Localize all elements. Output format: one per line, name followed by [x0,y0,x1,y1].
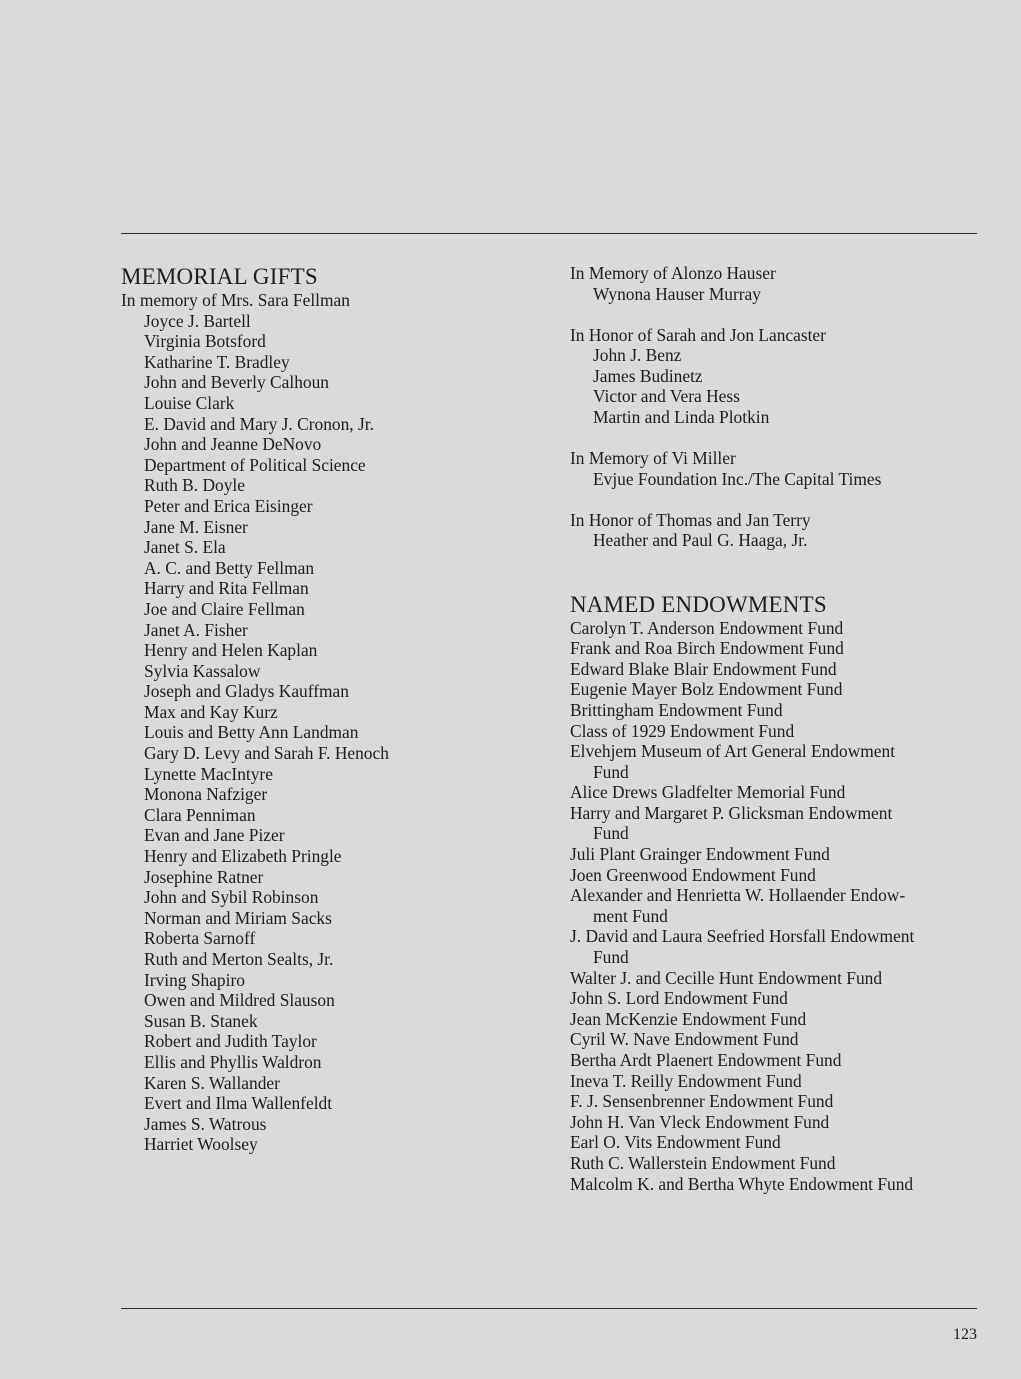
donor-name: Roberta Sarnoff [144,928,256,949]
donor-name: Sylvia Kassalow [144,660,261,681]
right-column [570,263,990,1194]
donor-name: Evert and Ilma Wallenfeldt [144,1093,333,1114]
fund-name-continuation: ment Fund [593,905,668,926]
fund-name: Elvehjem Museum of Art General Endowment [570,741,896,762]
donor-name: Janet S. Ela [144,537,226,558]
donor-name: Henry and Helen Kaplan [144,640,318,661]
donor-name: E. David and Mary J. Cronon, Jr. [144,413,374,434]
section-spacer [570,572,990,591]
donor-name: Josephine Ratner [144,866,264,887]
donor-name: John and Sybil Robinson [144,887,319,908]
fund-name: John H. Van Vleck Endowment Fund [570,1111,830,1132]
tribute-donor: John J. Benz [593,345,682,366]
donor-name: Joseph and Gladys Kauffman [144,681,349,702]
top-rule [121,233,977,234]
donor-name: Susan B. Stanek [144,1010,258,1031]
fund-name: Carolyn T. Anderson Endowment Fund [570,617,844,638]
donor-name: Department of Political Science [144,454,366,475]
tribute-title: In Honor of Thomas and Jan Terry [570,509,811,530]
tribute-title: In Memory of Vi Miller [570,448,736,469]
donor-name: Jane M. Eisner [144,516,248,537]
fund-name: J. David and Laura Seefried Horsfall Endowment [570,926,915,947]
fund-name: F. J. Sensenbrenner Endowment Fund [570,1091,834,1112]
tribute-donor: Martin and Linda Plotkin [593,407,770,428]
fund-name: Earl O. Vits Endowment Fund [570,1132,781,1153]
donor-name: Robert and Judith Taylor [144,1031,317,1052]
donor-name: James S. Watrous [144,1113,267,1134]
fund-name-continuation: Fund [593,947,629,968]
fund-name: Juli Plant Grainger Endowment Fund [570,844,830,865]
donor-name: Monona Nafziger [144,784,268,805]
tribute-title: In Memory of Alonzo Hauser [570,263,776,283]
tribute-block [570,510,990,551]
named-endowments-heading: NAMED ENDOWMENTS [570,591,827,617]
fund-name: Bertha Ardt Plaenert Endowment Fund [570,1050,842,1070]
donor-name: Ellis and Phyllis Waldron [144,1051,322,1072]
fund-name: Frank and Roa Birch Endowment Fund [570,638,844,659]
fund-name: Harry and Margaret P. Glicksman Endowment [570,802,893,823]
tribute-title: In Honor of Sarah and Jon Lancaster [570,324,826,345]
donor-name: Ruth B. Doyle [144,475,245,496]
fund-name: Malcolm K. and Bertha Whyte Endowment Fund [570,1173,914,1194]
fund-name-continuation: Fund [593,823,629,844]
donor-name: Max and Kay Kurz [144,701,278,722]
donor-name: Louis and Betty Ann Landman [144,722,359,743]
donor-name: Harriet Woolsey [144,1134,258,1155]
donor-name: Joe and Claire Fellman [144,598,305,619]
tribute-donor: Wynona Hauser Murray [593,283,761,304]
fund-name: Eugenie Mayer Bolz Endowment Fund [570,679,843,700]
endowment-fund-list [570,618,990,1195]
fund-name: Brittingham Endowment Fund [570,699,783,720]
fund-name: Edward Blake Blair Endowment Fund [570,658,837,679]
tribute-block [570,448,990,489]
donor-name: Karen S. Wallander [144,1072,280,1093]
fund-name: Cyril W. Nave Endowment Fund [570,1029,799,1050]
donor-name: Norman and Miriam Sacks [144,907,332,928]
donor-name: Peter and Erica Eisinger [144,495,313,516]
bottom-rule [121,1308,977,1309]
donor-name: Virginia Botsford [144,331,266,352]
donor-name: Katharine T. Bradley [144,351,290,372]
fund-name: Alexander and Henrietta W. Hollaender Endow- [570,885,906,906]
page-number: 123 [953,1326,977,1343]
donor-name: Owen and Mildred Slauson [144,990,335,1011]
fund-name: Ruth C. Wallerstein Endowment Fund [570,1152,836,1173]
donor-name: Clara Penniman [144,804,256,825]
tribute-donor: Evjue Foundation Inc./The Capital Times [593,468,882,489]
donor-name: Gary D. Levy and Sarah F. Henoch [144,743,389,764]
fund-name: Joen Greenwood Endowment Fund [570,864,816,885]
donor-name: Joyce J. Bartell [144,310,251,331]
tribute-donor: Victor and Vera Hess [593,386,740,407]
tribute-block [570,263,990,304]
fund-name: Jean McKenzie Endowment Fund [570,1008,807,1029]
fund-name: Alice Drews Gladfelter Memorial Fund [570,782,846,803]
fund-name-continuation: Fund [593,761,629,782]
donor-name: Henry and Elizabeth Pringle [144,846,342,867]
fund-name: John S. Lord Endowment Fund [570,988,788,1009]
tribute-donor: Heather and Paul G. Haaga, Jr. [593,530,808,551]
donor-name: John and Beverly Calhoun [144,372,329,393]
memorial-donor-list [121,311,541,1155]
donor-name: Janet A. Fisher [144,619,248,640]
memorial-gifts-column [121,263,541,1155]
tribute-block [570,325,990,428]
fund-name: Class of 1929 Endowment Fund [570,720,795,741]
donor-name: Evan and Jane Pizer [144,825,285,846]
fund-name: Ineva T. Reilly Endowment Fund [570,1070,802,1091]
donor-name: A. C. and Betty Fellman [144,557,315,578]
donor-name: Ruth and Merton Sealts, Jr. [144,949,334,969]
donor-name: Lynette MacIntyre [144,763,273,784]
donor-name: Harry and Rita Fellman [144,578,309,599]
donor-name: Louise Clark [144,392,235,413]
donor-name: Irving Shapiro [144,969,245,990]
fund-name: Walter J. and Cecille Hunt Endowment Fund [570,967,883,988]
memorial-gifts-heading: MEMORIAL GIFTS [121,264,318,289]
in-memory-of-line: In memory of Mrs. Sara Fellman [121,290,350,310]
tribute-donor: James Budinetz [593,365,703,386]
tribute-list [570,263,990,551]
donor-name: John and Jeanne DeNovo [144,434,322,455]
